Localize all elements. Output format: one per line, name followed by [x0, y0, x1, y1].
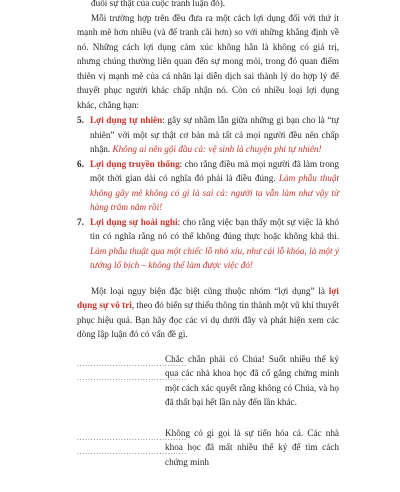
- item-term: Lợi dụng sự hoài nghi: [90, 216, 178, 227]
- exercise-item: [77, 352, 339, 418]
- item-example: Không ai nên gội đầu cả: vệ sinh là chuyện phi tự nhiên!: [112, 144, 322, 154]
- outro-term: lợi dụng sự vô tri: [77, 285, 339, 310]
- answer-blank[interactable]: [77, 433, 187, 463]
- fallacy-list: [77, 113, 339, 273]
- paragraph-outro: [77, 284, 339, 342]
- answer-line: ........................................: [77, 433, 187, 442]
- item-number: 7.: [77, 216, 84, 227]
- answer-line: ........................................: [77, 448, 187, 456]
- exercise-text: Không có gì gọi là sự tiến hóa cả. Các nhà khoa học đã mất nhiều thế kỷ để tìm cách chứng minh: [165, 427, 339, 467]
- item-text: : cho rằng việc bạn thấy một sự việc là khó tin có nghĩa rằng nó có thể không đúng thực hoặc không khả thi.: [90, 216, 339, 241]
- item-text: : cho rằng điều mà mọi người đã làm trong một thời gian dài có nghĩa đó phải là điều đúng.: [90, 158, 339, 183]
- item-term: Lợi dụng tự nhiên: [90, 115, 163, 125]
- paragraph-intro: Mỗi trường hợp trên đều đưa ra một cách lợi dụng đối với thứ ít mạnh mẽ hơn nhiều (và để tranh cãi hơn) so với những khẳng định về nó. Những cách lợi dụng cảm xúc không hẳn là không có giá trị, nhưng chúng thường liên quan đến sự mong mỏi, trong đó quan điểm thiên vị mạnh mẽ của cá nhân lại diễn dịch sai thành lý do hợp lý để thuyết phục người khác chấp nhận nó. Còn có nhiều loại lợi dụng khác, chẳng hạn:: [77, 12, 339, 110]
- item-example: Làm phẫu thuật không gây mê không có gì là sai cả: người ta vẫn làm như vậy từ hàng trăm năm rồi!: [90, 173, 339, 212]
- exercise-item: [77, 426, 339, 492]
- paragraph-top: đuổi sự thật của cuộc tranh luận đó).: [91, 0, 226, 8]
- list-item: [77, 113, 339, 157]
- page-content: [77, 0, 339, 492]
- answer-line: ........................................: [77, 359, 187, 368]
- outro-pre: Một loại ngụy biện đặc biệt cũng thuộc nhóm “lợi dụng” là: [91, 285, 329, 296]
- item-term: Lợi dụng truyền thống: [90, 158, 180, 169]
- exercise-text: Chắc chắn phải có Chúa! Suốt nhiều thế kỷ qua các nhà khoa học đã cố gắng chứng minh một cách xác quyết rằng không có Chúa, và họ đã thất bại hết lần này đến lần khác.: [165, 353, 339, 407]
- outro-post: , theo đó biến sự thiếu thông tin thành một vũ khí thuyết phục hiệu quả. Bạn hãy đọc các ví dụ dưới đây và phát hiện xem các dòng lập luận đó có vấn đề gì.: [77, 300, 339, 339]
- list-item: [77, 215, 339, 273]
- list-item: [77, 157, 339, 215]
- item-example: Làm phẫu thuật qua một chiếc lỗ nhỏ xíu, như cái lỗ khóa, là một ý tưởng lố bịch – không thể làm được việc đó!: [90, 245, 339, 270]
- answer-line: ........................................: [77, 374, 187, 382]
- answer-blank[interactable]: [77, 359, 187, 389]
- item-text: : gây sự nhầm lẫn giữa những gì bạn cho là “tự nhiên” với một sự thật cơ bản mà tất cả mọi người đều nên chấp nhận.: [90, 115, 339, 154]
- item-number: 5.: [77, 115, 84, 125]
- item-number: 6.: [77, 158, 84, 169]
